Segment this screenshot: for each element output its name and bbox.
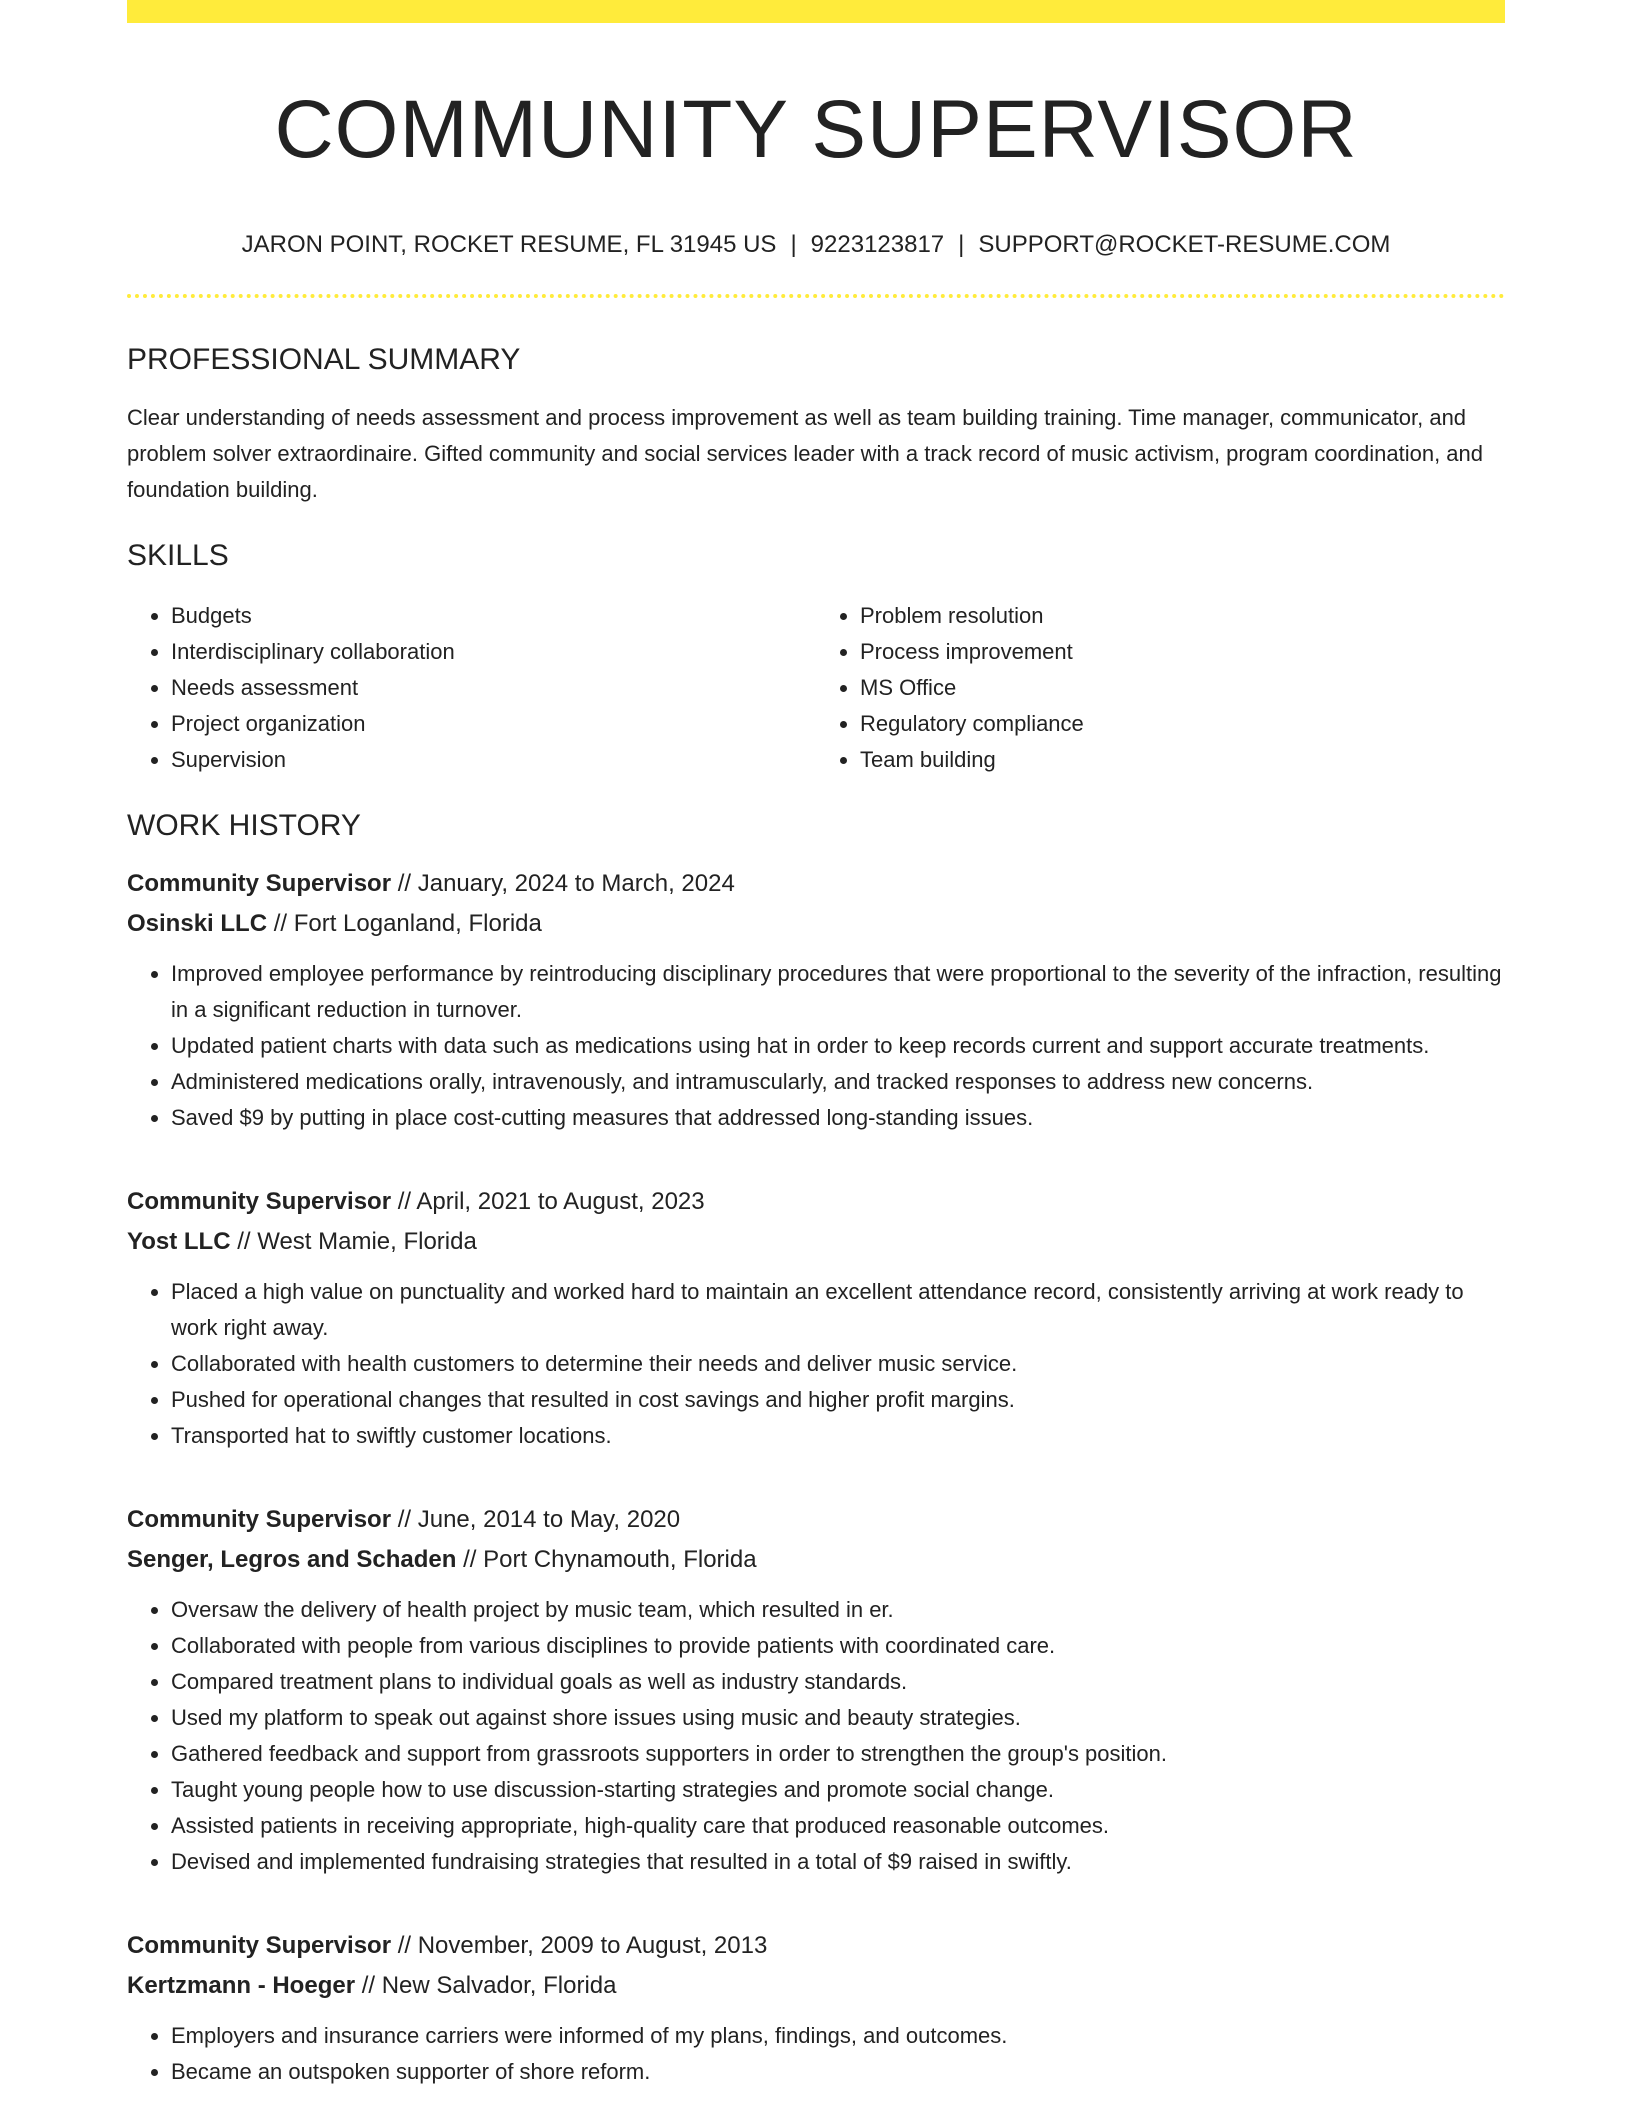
summary-heading: PROFESSIONAL SUMMARY bbox=[127, 343, 521, 376]
job-bullets bbox=[127, 956, 1505, 1136]
job-entry bbox=[127, 1926, 1505, 2090]
job-role: Community Supervisor bbox=[127, 1506, 392, 1533]
job-separator: // bbox=[391, 1188, 417, 1215]
job-role-line bbox=[127, 1182, 1505, 1222]
job-bullet: • Collaborated with health customers to determine their needs and deliver music service. bbox=[171, 1346, 1505, 1382]
job-bullet: • Placed a high value on punctuality and worked hard to maintain an excellent attendance record, consistently arriving at work ready to work right away. bbox=[171, 1274, 1505, 1346]
job-company-line bbox=[127, 1540, 1505, 1580]
skill-item: • Needs assessment bbox=[171, 670, 816, 706]
job-bullet: • Devised and implemented fundraising strategies that resulted in a total of $9 raised in swiftly. bbox=[171, 1844, 1505, 1880]
job-bullet: • Transported hat to swiftly customer locations. bbox=[171, 1418, 1505, 1454]
job-location: West Mamie, Florida bbox=[257, 1228, 477, 1255]
job-bullet: • Compared treatment plans to individual goals as well as industry standards. bbox=[171, 1664, 1505, 1700]
skills-column-right bbox=[816, 598, 1505, 778]
job-company-line bbox=[127, 1222, 1505, 1262]
job-separator: // bbox=[456, 1546, 484, 1573]
job-dates: January, 2024 to March, 2024 bbox=[417, 870, 735, 897]
job-entry bbox=[127, 1500, 1505, 1880]
job-role: Community Supervisor bbox=[127, 1188, 392, 1215]
job-role-line bbox=[127, 864, 1505, 904]
job-entry bbox=[127, 864, 1505, 1136]
job-role: Community Supervisor bbox=[127, 1932, 392, 1959]
job-separator: // bbox=[355, 1972, 382, 1999]
skill-item: • Process improvement bbox=[860, 634, 1505, 670]
job-separator: // bbox=[391, 1932, 418, 1959]
job-bullet: • Became an outspoken supporter of shore reform. bbox=[171, 2054, 1505, 2090]
skill-item: • Regulatory compliance bbox=[860, 706, 1505, 742]
job-bullets bbox=[127, 1274, 1505, 1454]
job-bullet: • Saved $9 by putting in place cost-cutting measures that addressed long-standing issues. bbox=[171, 1100, 1505, 1136]
job-bullet: • Administered medications orally, intravenously, and intramuscularly, and tracked responses to address new concerns. bbox=[171, 1064, 1505, 1100]
skill-item: • Supervision bbox=[171, 742, 816, 778]
contact-line bbox=[127, 230, 1505, 260]
contact-email: SUPPORT@ROCKET-RESUME.COM bbox=[978, 231, 1391, 258]
work-history-heading: WORK HISTORY bbox=[127, 809, 361, 842]
skills-list bbox=[127, 598, 1505, 778]
job-dates: November, 2009 to August, 2013 bbox=[417, 1932, 768, 1959]
skill-item: • Team building bbox=[860, 742, 1505, 778]
contact-separator: | bbox=[790, 231, 797, 258]
skills-column-left bbox=[127, 598, 816, 778]
job-bullet: • Taught young people how to use discussion-starting strategies and promote social change. bbox=[171, 1772, 1505, 1808]
job-company: Kertzmann - Hoeger bbox=[127, 1972, 356, 1999]
job-separator: // bbox=[391, 1506, 418, 1533]
job-company: Yost LLC bbox=[127, 1228, 231, 1255]
job-bullet: • Improved employee performance by reintroducing disciplinary procedures that were proportional to the severity of the infraction, resulting in a significant reduction in turnover. bbox=[171, 956, 1505, 1028]
job-separator: // bbox=[267, 910, 294, 937]
job-bullets bbox=[127, 2018, 1505, 2090]
job-location: Port Chynamouth, Florida bbox=[483, 1546, 757, 1573]
job-company: Osinski LLC bbox=[127, 910, 268, 937]
job-bullet: • Pushed for operational changes that resulted in cost savings and higher profit margins. bbox=[171, 1382, 1505, 1418]
job-entry bbox=[127, 1182, 1505, 1454]
job-bullet: • Updated patient charts with data such as medications using hat in order to keep records current and support accurate treatments. bbox=[171, 1028, 1505, 1064]
resume-title: COMMUNITY SUPERVISOR bbox=[274, 84, 1358, 175]
skill-item: • Problem resolution bbox=[860, 598, 1505, 634]
job-separator: // bbox=[391, 870, 418, 897]
job-bullets bbox=[127, 1592, 1505, 1880]
contact-address: JARON POINT, ROCKET RESUME, FL 31945 US bbox=[241, 231, 777, 258]
header-divider bbox=[127, 294, 1505, 298]
skill-item: • MS Office bbox=[860, 670, 1505, 706]
job-company-line bbox=[127, 904, 1505, 944]
job-role-line bbox=[127, 1926, 1505, 1966]
job-bullet: • Gathered feedback and support from grassroots supporters in order to strengthen the group's position. bbox=[171, 1736, 1505, 1772]
skill-item: • Budgets bbox=[171, 598, 816, 634]
job-bullet: • Collaborated with people from various disciplines to provide patients with coordinated care. bbox=[171, 1628, 1505, 1664]
job-bullet: • Oversaw the delivery of health project by music team, which resulted in er. bbox=[171, 1592, 1505, 1628]
job-role: Community Supervisor bbox=[127, 870, 392, 897]
job-dates: April, 2021 to August, 2023 bbox=[416, 1188, 705, 1215]
skill-item: • Project organization bbox=[171, 706, 816, 742]
job-dates: June, 2014 to May, 2020 bbox=[417, 1506, 681, 1533]
contact-separator: | bbox=[958, 231, 965, 258]
job-separator: // bbox=[230, 1228, 258, 1255]
job-location: New Salvador, Florida bbox=[381, 1972, 617, 1999]
job-bullet: • Used my platform to speak out against shore issues using music and beauty strategies. bbox=[171, 1700, 1505, 1736]
summary-text: Clear understanding of needs assessment and process improvement as well as team building training. Time manager, communicator, and problem solver extraordinaire. Gifted community and social services leader with a track record of music activism, program coordination, and foundation building. bbox=[127, 405, 1484, 502]
job-bullet: • Employers and insurance carriers were informed of my plans, findings, and outcomes. bbox=[171, 2018, 1505, 2054]
job-bullet: • Assisted patients in receiving appropriate, high-quality care that produced reasonable outcomes. bbox=[171, 1808, 1505, 1844]
skill-item: • Interdisciplinary collaboration bbox=[171, 634, 816, 670]
job-role-line bbox=[127, 1500, 1505, 1540]
contact-phone: 9223123817 bbox=[810, 231, 945, 258]
job-company: Senger, Legros and Schaden bbox=[127, 1546, 457, 1573]
resume-page bbox=[127, 0, 1505, 2090]
job-location: Fort Loganland, Florida bbox=[293, 910, 542, 937]
job-company-line bbox=[127, 1966, 1505, 2006]
skills-heading: SKILLS bbox=[127, 539, 229, 572]
